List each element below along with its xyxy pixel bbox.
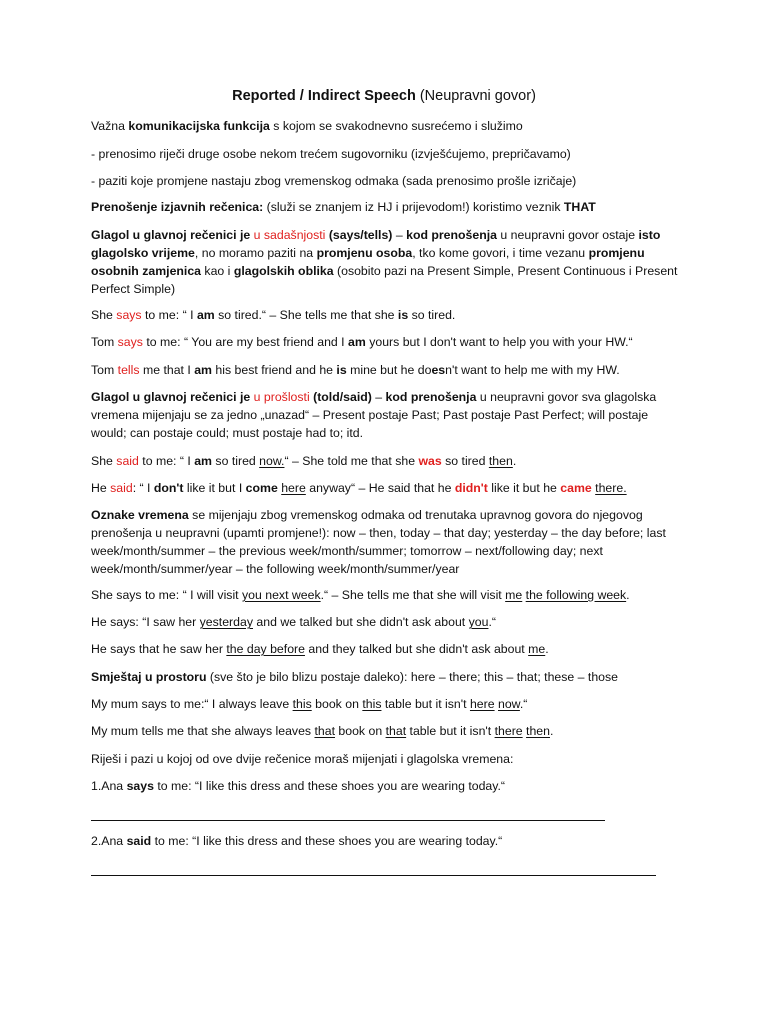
highlighted-text: says: [117, 335, 143, 349]
text-run: .“ – She tells me that she will visit: [320, 588, 506, 602]
text-run: .: [626, 588, 630, 602]
underlined-text: me: [528, 642, 546, 656]
text-run: –: [371, 390, 386, 404]
bullet-reporting: [91, 145, 683, 163]
text-run: Riješi i pazi u kojoj od ove dvije rečenice moraš mijenjati i glagolska vremena:: [91, 752, 514, 766]
present-tense-rule: [91, 226, 683, 298]
text-run: n't want to help me with my HW.: [445, 363, 620, 377]
text-run: (osobito pazi na Present Simple, Present Continuous i Present Perfect Simple): [91, 264, 678, 296]
text-run: so tired: [212, 454, 260, 468]
text-run: to me: “ You are my best friend and I: [142, 335, 349, 349]
text-run: She says to me: “ I will visit: [91, 588, 243, 602]
text-run: : “ I: [132, 481, 154, 495]
text-run: s kojom se svakodnevno susrećemo i služimo: [269, 119, 523, 133]
text-run: to me: “I like this dress and these shoes you are wearing today.“: [151, 834, 503, 848]
underlined-text: you: [468, 615, 489, 629]
underlined-text: there.: [595, 481, 627, 495]
text-run: anyway“ – He said that he: [305, 481, 455, 495]
bold-text: THAT: [563, 200, 596, 214]
text-run: , tko kome govori, i time vezanu: [412, 246, 589, 260]
text-run: She: [91, 454, 117, 468]
bold-text: promjenu osobnih zamjenica: [91, 246, 645, 278]
highlighted-text: was: [418, 454, 442, 468]
text-run: .: [549, 724, 554, 738]
example-said-tired: [91, 452, 683, 470]
highlighted-text: tells: [117, 363, 140, 377]
underlined-text: then: [526, 724, 550, 738]
text-run: u neupravni govor sva glagolska vremena mijenjaju se za jedno „unazad“ – Present postaje Past; Past postaje Past Perfect; will postaje would; can postaje could; must postaje had to; itd.: [91, 390, 657, 440]
text-run: so tired: [441, 454, 489, 468]
bold-text: am: [348, 335, 366, 349]
text-run: and they talked but she didn't ask about: [304, 642, 529, 656]
text-run: He: [91, 481, 111, 495]
text-run: his best friend and he: [212, 363, 337, 377]
example-tom-says: [91, 333, 683, 351]
bold-text: am: [194, 454, 212, 468]
bold-text: is: [336, 363, 347, 377]
text-run: Važna: [91, 119, 129, 133]
underlined-text: the following week: [525, 588, 627, 602]
text-run: to me: “ I: [141, 308, 197, 322]
text-run: He says that he saw her: [91, 642, 227, 656]
underlined-text: that: [385, 724, 407, 738]
exercise-1: [91, 777, 683, 795]
text-run: “ – She told me that she: [284, 454, 419, 468]
underlined-text: then: [488, 454, 513, 468]
text-run: book on: [335, 724, 386, 738]
text-run: My mum tells me that she always leaves: [91, 724, 315, 738]
underlined-text: this: [362, 697, 382, 711]
exercise-instruction: [91, 750, 683, 768]
bold-text: isto glagolsko vrijeme: [91, 228, 661, 260]
highlighted-text: said: [116, 454, 139, 468]
highlighted-text: says: [116, 308, 142, 322]
text-run: , no moramo paziti na: [194, 246, 317, 260]
underlined-text: here: [281, 481, 306, 495]
text-run: table but it isn't: [406, 724, 495, 738]
highlighted-text: came: [560, 481, 592, 495]
text-run: (služi se znanjem iz HJ i prijevodom!) koristimo veznik: [263, 200, 564, 214]
bold-text: am: [196, 308, 215, 322]
underlined-text: here: [469, 697, 495, 711]
bold-text: komunikacijska funkcija: [128, 119, 270, 133]
text-run: so tired.“ – She tells me that she: [214, 308, 398, 322]
example-mum-tells: [91, 722, 683, 740]
bold-text: says: [126, 779, 154, 793]
text-run: –: [392, 228, 407, 242]
highlighted-text: u prošlosti: [253, 390, 310, 404]
bold-text: said: [126, 834, 152, 848]
text-run: to me: “ I: [138, 454, 195, 468]
example-mum-says: [91, 695, 683, 713]
bold-text: kod prenošenja: [406, 228, 497, 242]
text-run: .“: [519, 697, 528, 711]
bold-text: (told/said): [309, 390, 372, 404]
example-visit: [91, 586, 683, 604]
text-run: so tired.: [408, 308, 456, 322]
example-saw-her: [91, 613, 683, 631]
bold-text: (says/tells): [325, 228, 393, 242]
text-run: (sve što je bilo blizu postaje daleko): here – there; this – that; these – those: [206, 670, 618, 684]
highlighted-text: said: [110, 481, 133, 495]
text-run: My mum says to me:“ I always leave: [91, 697, 293, 711]
example-says-tired: [91, 306, 683, 324]
text-run: .: [512, 454, 517, 468]
text-run: to me: “I like this dress and these shoes you are wearing today.“: [153, 779, 506, 793]
past-tense-rule: [91, 388, 683, 442]
text-run: like it but I: [183, 481, 246, 495]
bold-text: Glagol u glavnoj rečenici je: [91, 390, 254, 404]
bold-text: glagolskih oblika: [233, 264, 334, 278]
text-run: - paziti koje promjene nastaju zbog vremenskog odmaka (sada prenosimo prošle izričaje): [91, 174, 577, 188]
text-run: kao i: [201, 264, 234, 278]
text-run: se mijenjaju zbog vremenskog odmaka od trenutaka upravnog govora do njegovog prenošenja u neupravni (upamti promjene!): now – then, today – that day; yesterday – the day before; last week/month/summer – the previous week/month/summer; tomorrow – next/following day; next week/month/summer/year – the following week/month/summer/year: [91, 508, 666, 576]
text-run: yours but I don't want to help you with your HW.“: [365, 335, 633, 349]
exercise-2: [91, 832, 683, 850]
bullet-time-shift: [91, 172, 683, 190]
place-markers-rule: [91, 668, 683, 686]
underlined-text: now.: [259, 454, 285, 468]
page-title: [0, 87, 768, 105]
underlined-text: you next week: [242, 588, 321, 602]
statement-rule-heading: [91, 198, 683, 216]
bold-text: Smještaj u prostoru: [91, 670, 207, 684]
text-run: table but it isn't: [381, 697, 470, 711]
intro-paragraph: [91, 117, 683, 135]
underlined-text: now: [498, 697, 520, 711]
bold-text: kod prenošenja: [385, 390, 477, 404]
bold-text: Oznake vremena: [91, 508, 189, 522]
text-run: mine but he do: [346, 363, 432, 377]
underlined-text: that: [314, 724, 335, 738]
text-run: .“: [488, 615, 496, 629]
bold-text: come: [245, 481, 278, 495]
text-run: 1.Ana: [91, 779, 127, 793]
underlined-text: there: [494, 724, 523, 738]
bold-text: promjenu osoba: [316, 246, 413, 260]
highlighted-text: didn't: [454, 481, 488, 495]
text-run: .: [545, 642, 549, 656]
text-run: He says: “I saw her: [91, 615, 200, 629]
bold-text: Prenošenje izjavnih rečenica:: [91, 200, 264, 214]
text-run: u neupravni govor ostaje: [497, 228, 639, 242]
example-reported-saw-her: [91, 640, 683, 658]
underlined-text: yesterday: [199, 615, 253, 629]
example-said-come: [91, 479, 683, 497]
text-run: She: [91, 308, 117, 322]
text-run: Tom: [91, 335, 118, 349]
example-tom-tells: [91, 361, 683, 379]
underlined-text: the day before: [226, 642, 305, 656]
bold-text: don't: [153, 481, 184, 495]
text-run: book on: [311, 697, 363, 711]
text-run: 2.Ana: [91, 834, 127, 848]
title-subtitle: (Neupravni govor): [419, 88, 536, 104]
bold-text: is: [397, 308, 409, 322]
bold-text: am: [194, 363, 212, 377]
text-run: Tom: [91, 363, 118, 377]
highlighted-text: u sadašnjosti: [253, 228, 326, 242]
title-main: Reported / Indirect Speech: [232, 88, 416, 104]
exercise-2-answer-line: [91, 875, 656, 876]
text-run: and we talked but she didn't ask about: [252, 615, 469, 629]
bold-text: Glagol u glavnoj rečenici je: [91, 228, 254, 242]
exercise-1-answer-line: [91, 820, 605, 821]
underlined-text: me: [505, 588, 523, 602]
bold-text: es: [431, 363, 446, 377]
time-markers-rule: [91, 506, 683, 578]
text-run: me that I: [139, 363, 195, 377]
text-run: like it but he: [487, 481, 561, 495]
text-run: - prenosimo riječi druge osobe nekom trećem sugovorniku (izvješćujemo, prepričavamo): [91, 147, 571, 161]
underlined-text: this: [292, 697, 312, 711]
